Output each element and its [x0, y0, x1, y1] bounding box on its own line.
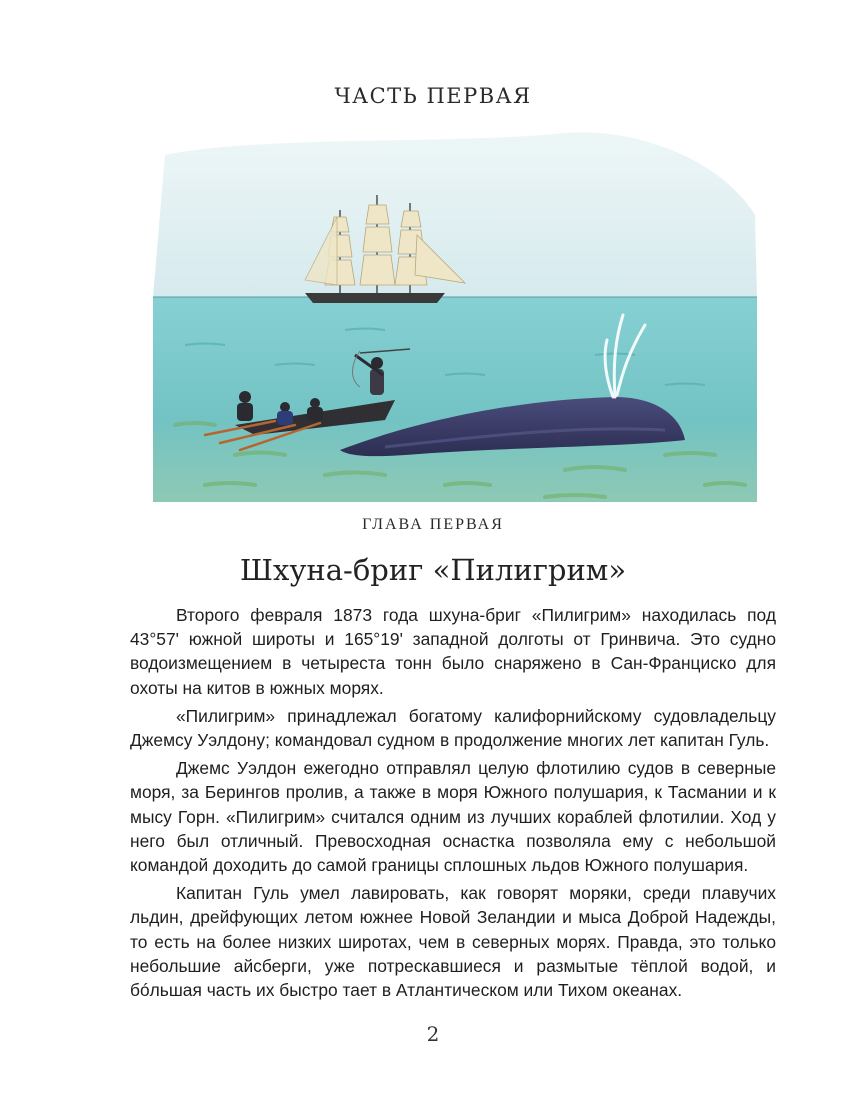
chapter-body — [130, 603, 776, 1006]
whaling-illustration — [145, 125, 760, 510]
paragraph: Капитан Гуль умел лавировать, как говорят моряки, среди плавучих льдин, дрейфующих летом южнее Новой Зеландии и мыса Доброй Надежды, то есть на более низких широтах, чем в северных морях. Правда, это только небольшие айсберги, уже потрескавшиеся и размытые тёплой водой, и бóльшая часть их быстро тает в Атлантическом или Тихом океанах. — [130, 883, 776, 1001]
chapter-title: Шхуна-бриг «Пилигрим» — [239, 553, 627, 587]
paragraph: «Пилигрим» принадлежал богатому калифорнийскому судовладельцу Джемсу Уэлдону; командовал судном в продолжение многих лет капитан Гуль. — [130, 705, 776, 751]
watercolor-scene — [145, 125, 760, 510]
part-title: ЧАСТЬ ПЕРВАЯ — [334, 84, 532, 108]
paragraph: Джемс Уэлдон ежегодно отправлял целую флотилию судов в северные моря, за Берингов пролив, а также в моря Южного полушария, к Тасмании и к мысу Горн. «Пилигрим» считался одним из лучших кораблей флотилии. Ход у него был отличный. Превосходная оснастка позволяла ему с небольшой командой доходить до самой границы сплошных льдов Южного полушария. — [130, 758, 776, 876]
paragraph: Второго февраля 1873 года шхуна-бриг «Пилигрим» находилась под 43°57' южной широты и 165°19' западной долготы от Гринвича. Это судно водоизмещением в четыреста тонн было снаряжено в Сан-Франциско для охоты на китов в южных морях. — [130, 605, 776, 698]
chapter-label: ГЛАВА ПЕРВАЯ — [362, 516, 504, 533]
page-number: 2 — [426, 1022, 440, 1046]
